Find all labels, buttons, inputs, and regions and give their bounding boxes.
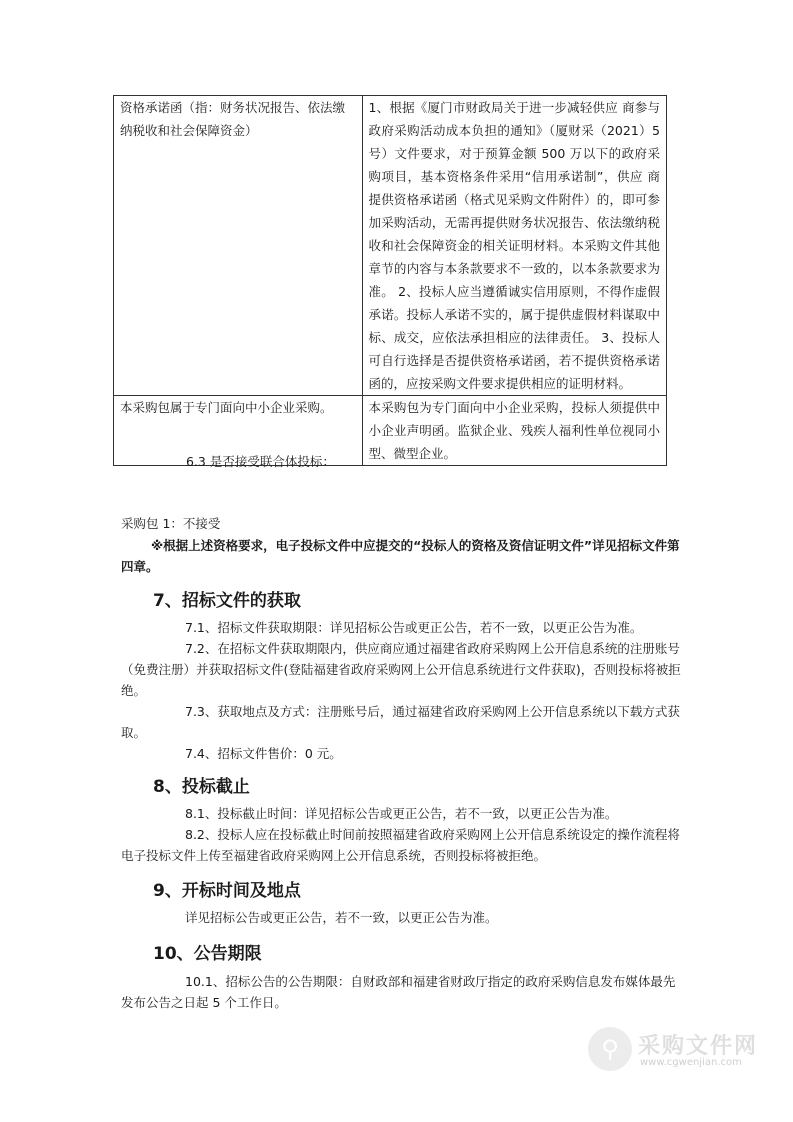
table-cell: 本采购包属于专门面向中小企业采购。 bbox=[114, 396, 363, 466]
watermark-url: www.cgwenjian.com bbox=[640, 1057, 742, 1068]
package-1-note: 采购包 1：不接受 bbox=[121, 516, 221, 531]
qualification-table bbox=[113, 95, 667, 466]
heading-7: 7、招标文件的获取 bbox=[153, 591, 301, 611]
heading-10: 10、公告期限 bbox=[153, 944, 262, 964]
qualification-note: ※根据上述资格要求，电子投标文件中应提交的“投标人的资格及资信证明文件”详见招标文件第四章。 bbox=[121, 538, 680, 574]
para-9: 详见招标公告或更正公告，若不一致，以更正公告为准。 bbox=[185, 910, 498, 925]
para-7-1: 7.1、招标文件获取期限：详见招标公告或更正公告，若不一致，以更正公告为准。 bbox=[185, 620, 643, 635]
para-8-1: 8.1、投标截止时间：详见招标公告或更正公告，若不一致，以更正公告为准。 bbox=[185, 806, 618, 821]
para-10-1: 10.1、招标公告的公告期限：自财政部和福建省财政厅指定的政府采购信息发布媒体最先发布公告之日起 5 个工作日。 bbox=[121, 974, 676, 1010]
para-7-4: 7.4、招标文件售价：0 元。 bbox=[185, 746, 342, 761]
para-8-2: 8.2、投标人应在投标截止时间前按照福建省政府采购网上公开信息系统设定的操作流程将电子投标文件上传至福建省政府采购网上公开信息系统，否则投标将被拒绝。 bbox=[121, 827, 680, 863]
table-row bbox=[114, 96, 667, 396]
para-7-3: 7.3、获取地点及方式：注册账号后，通过福建省政府采购网上公开信息系统以下载方式获取。 bbox=[121, 704, 680, 740]
para-7-2: 7.2、在招标文件获取期限内，供应商应通过福建省政府采购网上公开信息系统的注册账号（免费注册）并获取招标文件(登陆福建省政府采购网上公开信息系统进行文件获取)，否则投标将被拒绝。 bbox=[121, 641, 681, 698]
table-cell: 资格承诺函（指：财务状况报告、依法缴纳税收和社会保障资金） bbox=[114, 96, 363, 396]
section-6-3: 6.3 是否接受联合体投标： bbox=[186, 454, 335, 469]
watermark-name: 采购文件网 bbox=[638, 1034, 759, 1059]
watermark bbox=[588, 1027, 763, 1075]
table-cell: 1、根据《厦门市财政局关于进一步减轻供应 商参与政府采购活动成本负担的通知》（厦财采（2021）5 号）文件要求，对于预算金额 500 万以下的政府采购项目，基本资格条件采用“信用承诺制”，供应 商提供资格承诺函（格式见采购文件附件）的，即可参加采购活动，无需再提供财务状况报告、依法缴纳税收和社会保障资金的相关证明材料。本采购文件其他章节的内容与本条款要求不一致的，以本条款要求为准。 2、投标人应当遵循诚实信用原则，不得作虚假承诺。投标人承诺不实的，属于提供虚假材料谋取中标、成交，应依法承担相应的法律责任。 3、投标人可自行选择是否提供资格承诺函，若不提供资格承诺函的，应按采购文件要求提供相应的证明材料。 bbox=[362, 96, 666, 396]
table-cell: 本采购包为专门面向中小企业采购，投标人须提供中小企业声明函。监狱企业、残疾人福利性单位视同小型、微型企业。 bbox=[362, 396, 666, 466]
heading-8: 8、投标截止 bbox=[153, 777, 250, 797]
heading-9: 9、开标时间及地点 bbox=[153, 881, 301, 901]
watermark-logo-icon: ⚲ bbox=[588, 1027, 632, 1071]
